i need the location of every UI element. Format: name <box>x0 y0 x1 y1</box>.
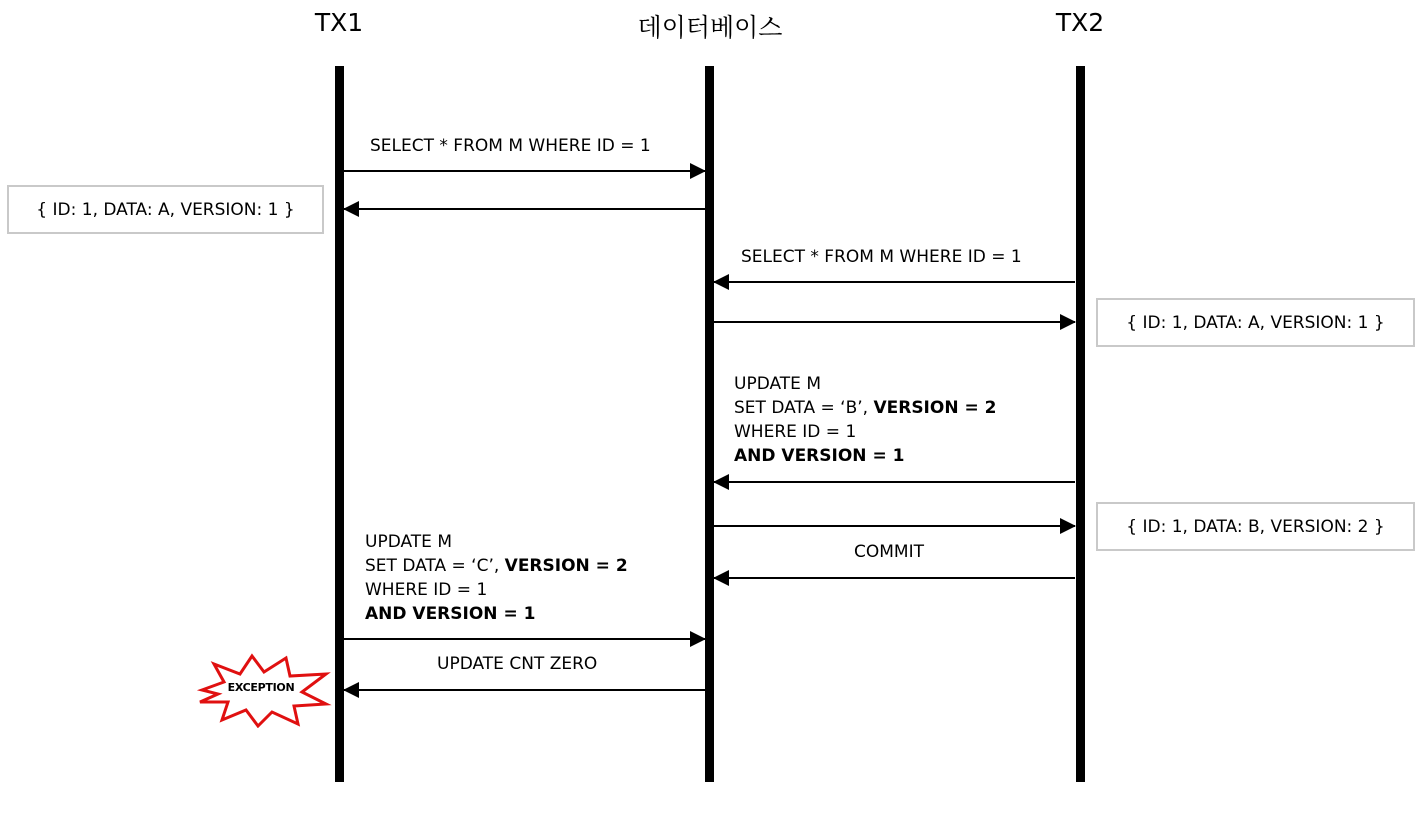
tx2-update-version-check: AND VERSION = 1 <box>734 446 905 466</box>
tx1-update-version-set: VERSION = 2 <box>504 556 628 576</box>
arrow-head-icon <box>1060 314 1076 330</box>
tx2-update-line1: UPDATE M <box>734 374 821 394</box>
arrow-head-icon <box>713 274 729 290</box>
database-header: 데이터베이스 <box>637 13 783 42</box>
tx1-update-set-data: SET DATA = ‘C’, <box>365 556 505 576</box>
tx1-update-statement <box>365 530 628 626</box>
arrow-head-icon <box>1060 518 1076 534</box>
tx1-update-line3: WHERE ID = 1 <box>365 580 488 600</box>
tx1-read-result-box <box>7 185 324 234</box>
arrow-head-icon <box>690 631 706 647</box>
tx2-update-arrow <box>714 481 1075 483</box>
tx2-update-version-set: VERSION = 2 <box>873 398 997 418</box>
db-to-tx2-update-result-arrow <box>714 525 1075 527</box>
tx2-update-result-box <box>1096 502 1415 551</box>
tx1-read-result-text: { ID: 1, DATA: A, VERSION: 1 } <box>36 199 295 220</box>
tx2-update-set-data: SET DATA = ‘B’, <box>734 398 874 418</box>
tx2-update-statement <box>734 372 996 468</box>
tx2-update-result-text: { ID: 1, DATA: B, VERSION: 2 } <box>1126 516 1385 537</box>
tx2-select-label: SELECT * FROM M WHERE ID = 1 <box>741 247 1022 267</box>
update-cnt-zero-arrow <box>344 689 705 691</box>
tx1-update-line4 <box>365 602 628 626</box>
tx2-update-line2 <box>734 396 996 420</box>
tx1-update-line1: UPDATE M <box>365 532 452 552</box>
tx1-select-label: SELECT * FROM M WHERE ID = 1 <box>370 136 651 156</box>
tx2-read-result-text: { ID: 1, DATA: A, VERSION: 1 } <box>1126 312 1385 333</box>
commit-arrow <box>714 577 1075 579</box>
tx2-header: TX2 <box>1055 8 1105 37</box>
db-to-tx1-result-arrow <box>344 208 705 210</box>
arrow-head-icon <box>343 201 359 217</box>
tx2-read-result-box <box>1096 298 1415 347</box>
tx1-update-version-check: AND VERSION = 1 <box>365 604 536 624</box>
tx1-update-line2 <box>365 554 628 578</box>
arrow-head-icon <box>690 163 706 179</box>
exception-label: EXCEPTION <box>227 681 295 694</box>
tx1-lifeline <box>335 66 344 782</box>
tx2-update-line4 <box>734 444 996 468</box>
tx2-select-arrow <box>714 281 1075 283</box>
tx2-lifeline <box>1076 66 1085 782</box>
arrow-head-icon <box>713 570 729 586</box>
arrow-head-icon <box>713 474 729 490</box>
arrow-head-icon <box>343 682 359 698</box>
database-lifeline <box>705 66 714 782</box>
tx2-update-line3: WHERE ID = 1 <box>734 422 857 442</box>
tx1-header: TX1 <box>314 8 364 37</box>
update-cnt-zero-label: UPDATE CNT ZERO <box>437 654 598 674</box>
tx1-select-arrow <box>344 170 705 172</box>
db-to-tx2-result-arrow <box>714 321 1075 323</box>
tx1-update-arrow <box>344 638 705 640</box>
commit-label: COMMIT <box>854 542 924 562</box>
